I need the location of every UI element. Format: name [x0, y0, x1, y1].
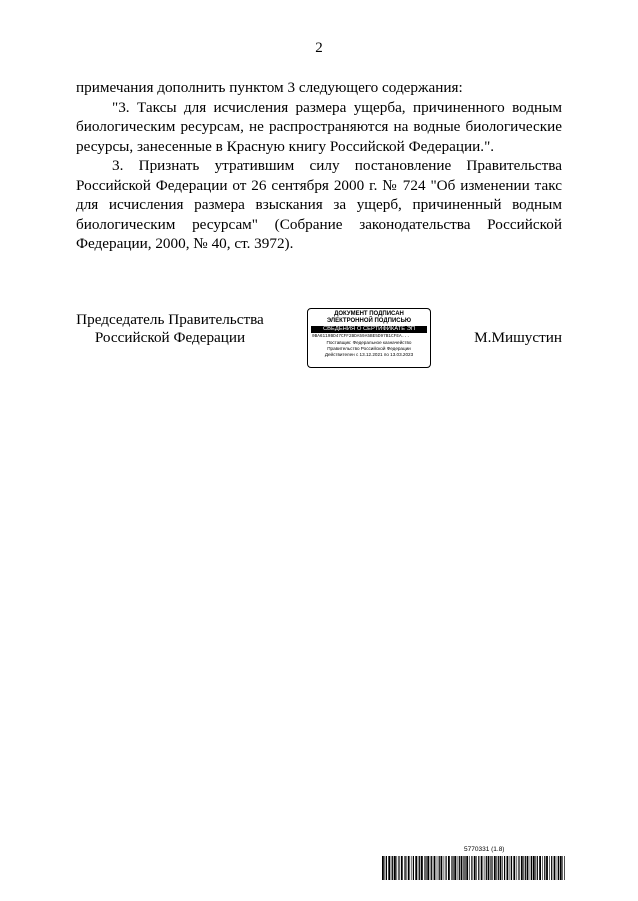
barcode-bar: [398, 856, 399, 880]
barcode-bar: [474, 856, 476, 880]
barcode-bar: [544, 856, 545, 880]
barcode-bar: [496, 856, 497, 880]
barcode-bar: [484, 856, 485, 880]
barcode-bar: [419, 856, 420, 880]
barcode-bar: [560, 856, 562, 880]
barcode-bar: [504, 856, 505, 880]
barcode-bar: [430, 856, 431, 880]
barcode-bar: [535, 856, 536, 880]
barcode-bar: [452, 856, 453, 880]
barcode-bar: [464, 856, 465, 880]
barcode-bar: [551, 856, 552, 880]
document-body: [76, 78, 562, 254]
barcode: [382, 856, 565, 880]
barcode-bar: [424, 856, 425, 880]
barcode-bar: [491, 856, 492, 880]
page-number: 2: [315, 40, 323, 56]
barcode-bar: [539, 856, 541, 880]
stamp-issuer: Правительство Российской Федерации: [327, 346, 411, 351]
barcode-bar: [413, 856, 414, 880]
barcode-bar: [439, 856, 440, 880]
barcode-bar: [558, 856, 559, 880]
barcode-bar: [488, 856, 490, 880]
barcode-bar: [454, 856, 456, 880]
stamp-line: ДОКУМЕНТ ПОДПИСАН: [334, 311, 404, 317]
barcode-bar: [510, 856, 511, 880]
barcode-bar: [418, 856, 419, 880]
barcode-bar: [385, 856, 386, 880]
barcode-bar: [391, 856, 392, 880]
barcode-bar: [446, 856, 447, 880]
signer-title: [70, 311, 270, 347]
barcode-bar: [518, 856, 519, 880]
barcode-bar: [511, 856, 512, 880]
barcode-bar: [382, 856, 384, 880]
barcode-bar: [546, 856, 548, 880]
barcode-bar: [557, 856, 558, 880]
barcode-number: 5770331 (1.8): [464, 846, 505, 853]
barcode-bar: [478, 856, 479, 880]
barcode-bar: [466, 856, 468, 880]
barcode-bar: [525, 856, 526, 880]
paragraph: примечания дополнить пунктом 3 следующего содержания:: [76, 79, 463, 96]
barcode-bar: [463, 856, 464, 880]
barcode-bar: [537, 856, 538, 880]
paragraph: 3. Признать утратившим силу постановление Правительства Российской Федерации от 26 сентября 2000 г. № 724 "Об изменении такс для исчисления размера взыскания за ущерб, причиненный водным биологическим ресурсам" (Собрание законодательства Российской Федерации, 2000, № 40, ст. 3972).: [76, 157, 562, 252]
barcode-bar: [481, 856, 483, 880]
barcode-bar: [397, 856, 398, 880]
barcode-bar: [401, 856, 403, 880]
signer-title-line: Председатель Правительства: [76, 311, 264, 328]
stamp-cert: 0BA6119BD47CFF2BDA59A5BE5D97B1CFEA...: [312, 334, 410, 339]
barcode-bar: [527, 856, 529, 880]
stamp-line: ЭЛЕКТРОННОЙ ПОДПИСЬЮ: [326, 318, 412, 324]
barcode-bar: [471, 856, 472, 880]
barcode-bar: [500, 856, 502, 880]
barcode-bar: [411, 856, 412, 880]
stamp-issuer: Поставщик: Федеральное казначейство: [326, 340, 412, 345]
barcode-bar: [521, 856, 523, 880]
barcode-bar: [533, 856, 535, 880]
barcode-bar: [404, 856, 405, 880]
barcode-bar: [476, 856, 477, 880]
barcode-bar: [498, 856, 499, 880]
barcode-bar: [394, 856, 396, 880]
barcode-bar: [469, 856, 470, 880]
barcode-bar: [490, 856, 491, 880]
barcode-bar: [448, 856, 450, 880]
barcode-bar: [425, 856, 426, 880]
barcode-bar: [457, 856, 458, 880]
barcode-bar: [461, 856, 463, 880]
barcode-bar: [434, 856, 436, 880]
barcode-bar: [554, 856, 556, 880]
barcode-bar: [507, 856, 509, 880]
barcode-bar: [517, 856, 518, 880]
barcode-bar: [542, 856, 543, 880]
barcode-bar: [415, 856, 417, 880]
barcode-bar: [405, 856, 406, 880]
signer-name: М.Мишустин: [474, 329, 562, 346]
barcode-bar: [437, 856, 438, 880]
barcode-bar: [523, 856, 524, 880]
barcode-bar: [392, 856, 393, 880]
barcode-bar: [531, 856, 532, 880]
barcode-bar: [388, 856, 390, 880]
paragraph: "3. Таксы для исчисления размера ущерба, причиненного водным биологическим ресурсам, не распространяются на водные биологические ресурсы, занесенные в Красную книгу Российской Федерации.".: [76, 98, 562, 155]
barcode-bar: [441, 856, 443, 880]
stamp-header: СВЕДЕНИЯ О СЕРТИФИКАТЕ ЭП: [311, 326, 427, 333]
barcode-bar: [431, 856, 432, 880]
barcode-bar: [502, 856, 503, 880]
barcode-bar: [444, 856, 445, 880]
barcode-bar: [386, 856, 387, 880]
barcode-bar: [513, 856, 515, 880]
barcode-bar: [408, 856, 410, 880]
electronic-signature-stamp: [307, 308, 431, 368]
stamp-validity: Действителен с 13.12.2021 по 13.03.2023: [324, 352, 414, 357]
barcode-bar: [562, 856, 563, 880]
barcode-bar: [427, 856, 429, 880]
barcode-bar: [494, 856, 496, 880]
signer-title-line: Российской Федерации: [94, 329, 246, 346]
barcode-bar: [459, 856, 460, 880]
barcode-bar: [564, 856, 565, 880]
barcode-bar: [451, 856, 452, 880]
barcode-bar: [530, 856, 531, 880]
barcode-bar: [486, 856, 487, 880]
barcode-bar: [549, 856, 550, 880]
barcode-bar: [421, 856, 423, 880]
